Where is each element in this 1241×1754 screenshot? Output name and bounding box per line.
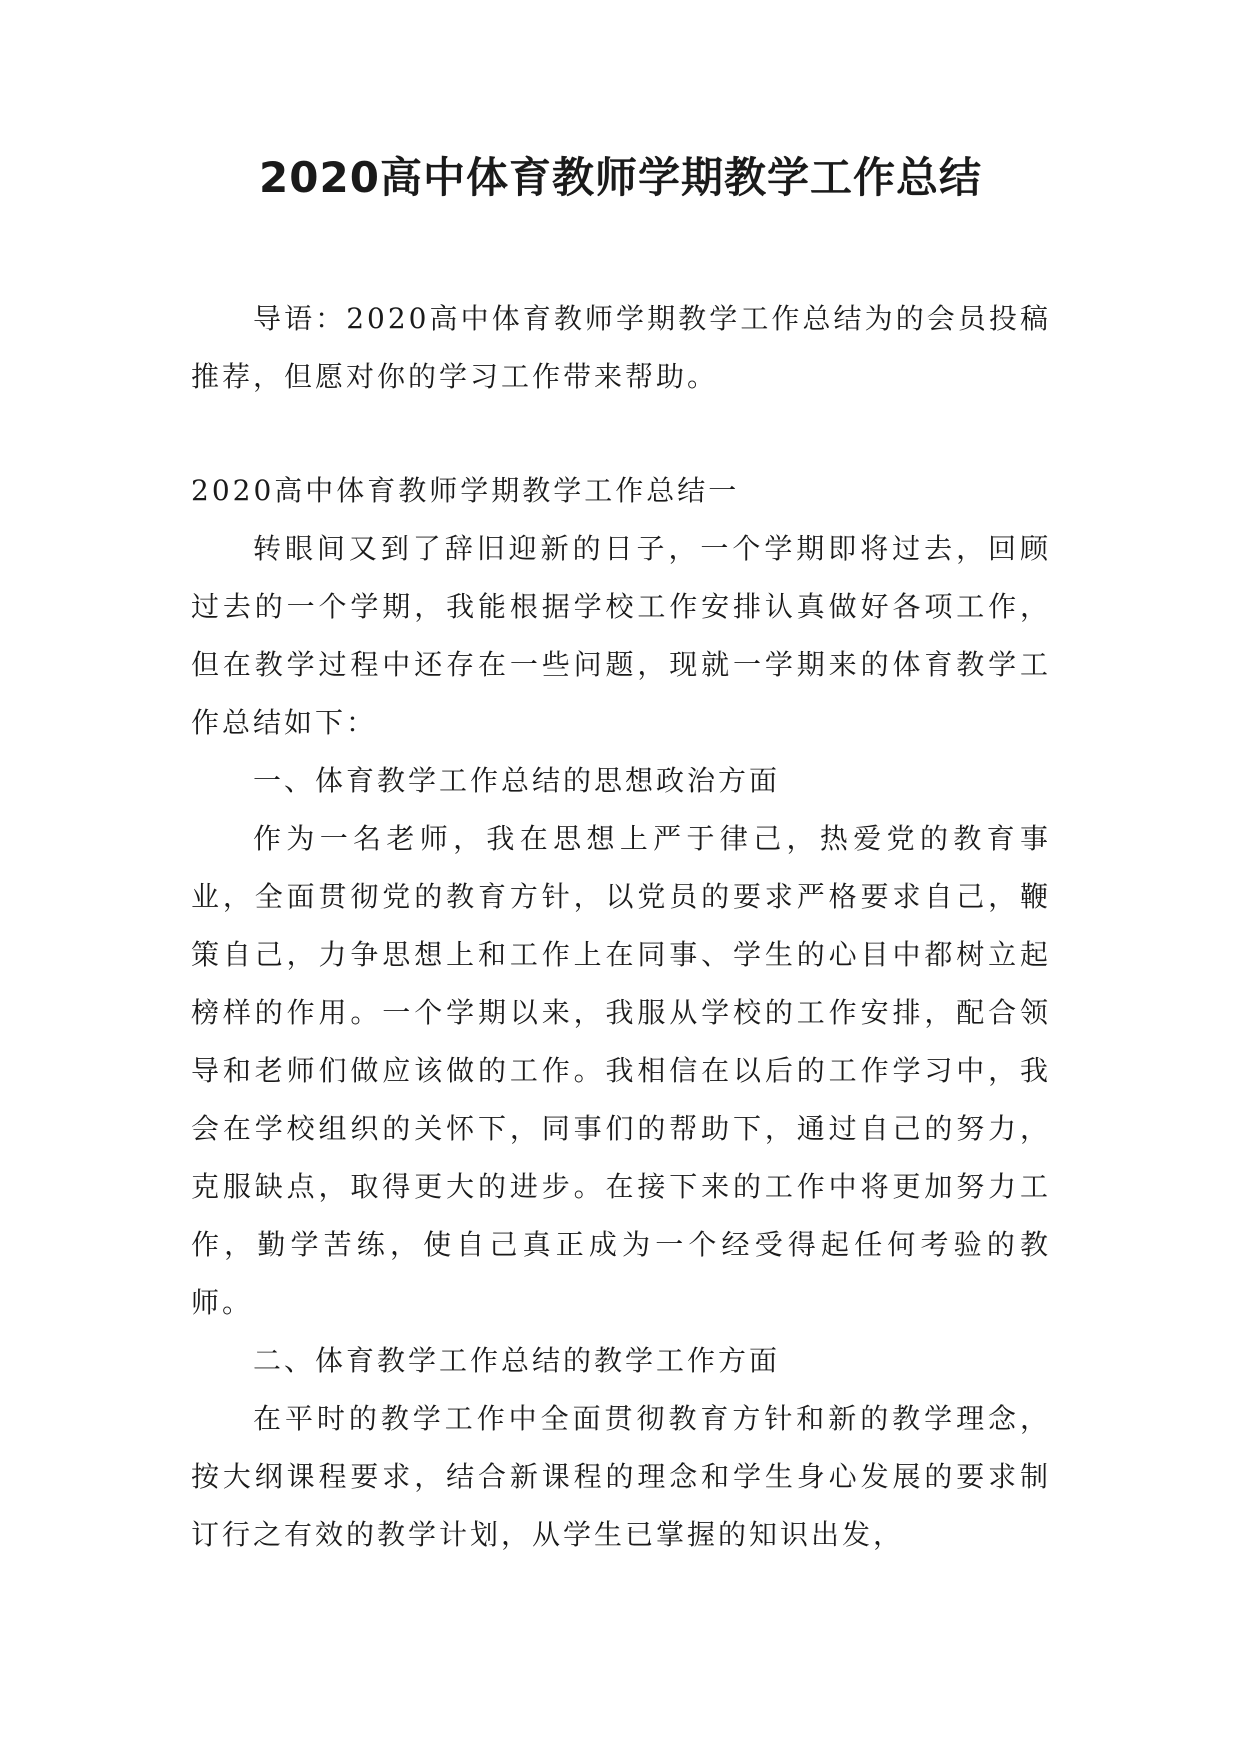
intro-paragraph: 导语：2020高中体育教师学期教学工作总结为的会员投稿推荐，但愿对你的学习工作带来帮助。	[191, 302, 1051, 393]
body-paragraph: 在平时的教学工作中全面贯彻教育方针和新的教学理念，按大纲课程要求，结合新课程的理念和学生身心发展的要求制订行之有效的教学计划，从学生已掌握的知识出发，	[191, 1402, 1051, 1551]
section-heading: 2020高中体育教师学期教学工作总结一	[191, 474, 740, 507]
document-title: 2020高中体育教师学期教学工作总结	[259, 153, 982, 202]
document-body	[191, 290, 1051, 1564]
subheading: 一、体育教学工作总结的思想政治方面	[253, 764, 781, 797]
body-paragraph: 作为一名老师，我在思想上严于律己，热爱党的教育事业，全面贯彻党的教育方针，以党员的要求严格要求自己，鞭策自己，力争思想上和工作上在同事、学生的心目中都树立起榜样的作用。一个学期以来，我服从学校的工作安排，配合领导和老师们做应该做的工作。我相信在以后的工作学习中，我会在学校组织的关怀下，同事们的帮助下，通过自己的努力，克服缺点，取得更大的进步。在接下来的工作中将更加努力工作，勤学苦练，使自己真正成为一个经受得起任何考验的教师。	[191, 822, 1051, 1319]
body-paragraph: 转眼间又到了辞旧迎新的日子，一个学期即将过去，回顾过去的一个学期，我能根据学校工作安排认真做好各项工作，但在教学过程中还存在一些问题，现就一学期来的体育教学工作总结如下：	[191, 532, 1051, 739]
subheading: 二、体育教学工作总结的教学工作方面	[253, 1344, 781, 1377]
spacer	[191, 406, 1051, 462]
